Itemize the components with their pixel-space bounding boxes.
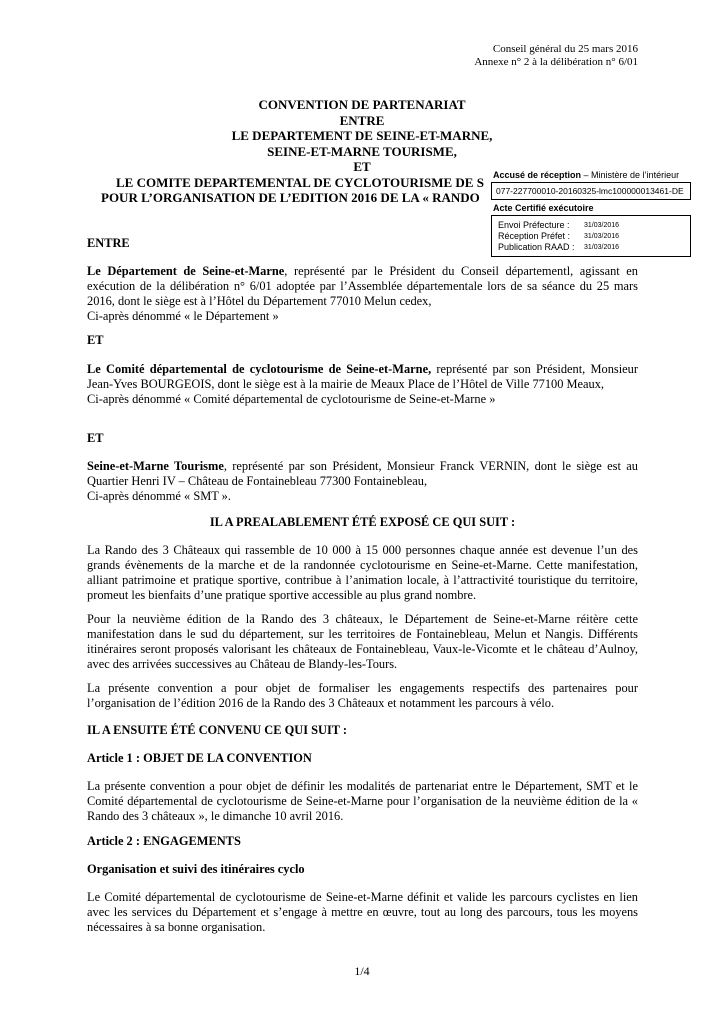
party-department <box>87 264 638 324</box>
article-2-body <box>87 890 638 935</box>
et-heading-block <box>87 333 638 348</box>
preamble-paragraph-text: La Rando des 3 Châteaux qui rassemble de 10 000 à 15 000 personnes chaque année est devenue l’un des grands évènements de la marche et de la randonnée cyclotourisme en Seine-et-Marne. Cette manifestation, alliant patrimoine et pratique sportive, contribue à l’animation locale, à l’attractivité touristique du territoire, promeut les bienfaits d’une pratique sportive accessible au plus grand nombre. <box>87 543 638 602</box>
party-comite-text <box>87 362 638 392</box>
stamp-title <box>491 170 691 181</box>
preamble-paragraph <box>87 681 638 711</box>
party-smt-name: Seine-et-Marne Tourisme <box>87 459 224 473</box>
agreement-heading: IL A ENSUITE ÉTÉ CONVENU CE QUI SUIT : <box>87 723 348 737</box>
article-2-title: Article 2 : ENGAGEMENTS <box>87 834 241 848</box>
title-line: SEINE-ET-MARNE TOURISME, <box>267 143 457 159</box>
stamp-act-id: 077-227700010-20160325-lmc100000013461-DE <box>491 182 691 200</box>
page-number: 1/4 <box>354 964 370 978</box>
party-comite-alias: Ci-après dénommé « Comité départemental de cyclotourisme de Seine-et-Marne » <box>87 392 496 406</box>
party-smt <box>87 459 638 504</box>
entre-heading-block <box>87 236 638 251</box>
party-comite-details: représenté par son Président, Monsieur Jean-Yves BOURGEOIS, dont le siège est à la mairie de Meaux Place de l’Hôtel de Ville 77100 Meaux, <box>87 362 638 391</box>
party-department-alias: Ci-après dénommé « le Département » <box>87 309 279 323</box>
preamble-paragraph <box>87 543 638 603</box>
article-1-title: Article 1 : OBJET DE LA CONVENTION <box>87 751 312 765</box>
title-line: LE DEPARTEMENT DE SEINE-ET-MARNE, <box>231 128 493 143</box>
article-1-title-block <box>87 751 638 766</box>
party-smt-alias: Ci-après dénommé « SMT ». <box>87 489 231 503</box>
council-date: Conseil général du 25 mars 2016 <box>492 43 638 55</box>
party-department-name: Le Département de Seine-et-Marne <box>87 264 285 278</box>
party-comite-name: Le Comité départemental de cyclotourisme de Seine-et-Marne, <box>87 362 432 376</box>
stamp-row-label: Publication RAAD : <box>498 242 575 252</box>
party-department-text <box>87 264 638 309</box>
agreement-heading-block <box>87 723 638 738</box>
party-smt-text <box>87 459 638 489</box>
party-comite <box>87 362 638 407</box>
stamp-title-rest: – Ministère de l’intérieur <box>581 170 680 180</box>
et-heading: ET <box>87 333 104 347</box>
article-2-subtitle-block <box>87 862 638 877</box>
preamble-paragraph-text: Pour la neuvième édition de la Rando des 3 châteaux, le Département de Seine-et-Marne réitère cette manifestation dans le sud du département, sur les territoires de Fontainebleau, Melun et Nangis. Différents itinéraires seront proposés valorisant les châteaux de Fontainebleau, Vaux-le-Vicomte et le château d’Aulnoy, avec des arrivées successives au Château de Blandy-les-Tours. <box>87 612 638 671</box>
et-heading-block <box>87 431 638 446</box>
document-reference <box>474 43 638 69</box>
article-2-text: Le Comité départemental de cyclotourisme de Seine-et-Marne définit et valide les parcours cyclistes en lien avec les services du Département et s’engage à mettre en œuvre, tout au long des parcours, tous les moyens nécessaires à sa bonne organisation. <box>87 890 638 934</box>
entre-heading: ENTRE <box>87 236 130 250</box>
stamp-row-label: Envoi Préfecture : <box>498 220 570 230</box>
stamp-row-value: 31/03/2016 <box>584 222 620 229</box>
party-department-details: , représenté par le Président du Conseil départementl, agissant en exécution de la délibération n° 6/01 adoptée par l’Assemblée départementale lors de sa séance du 25 mars 2016, dont le siège est à l’Hôtel du Département 77010 Melun cedex, <box>87 264 639 308</box>
title-line: ET <box>353 159 371 174</box>
title-line: ENTRE <box>339 112 385 128</box>
preamble-heading: IL A PREALABLEMENT ÉTÉ EXPOSÉ CE QUI SUIT : <box>209 515 516 529</box>
article-2-title-block <box>87 834 638 849</box>
preamble-paragraph <box>87 612 638 672</box>
annex-reference: Annexe n° 2 à la délibération n° 6/01 <box>474 56 638 68</box>
preamble-paragraph-text: La présente convention a pour objet de formaliser les engagements respectifs des partenaires pour l’organisation de l’édition 2016 de la Rando des 3 Châteaux et notamment les parcours à vélo. <box>87 681 638 710</box>
et-heading: ET <box>87 431 104 445</box>
stamp-row-value: 31/03/2016 <box>584 244 620 251</box>
title-line: CONVENTION DE PARTENARIAT <box>258 97 466 112</box>
article-1-body <box>87 779 638 824</box>
stamp-row-label: Réception Préfet : <box>498 231 571 241</box>
title-line: LE COMITE DEPARTEMENTAL DE CYCLOTOURISME DE S <box>116 174 484 190</box>
stamp-row <box>498 220 684 231</box>
article-1-text: La présente convention a pour objet de définir les modalités de partenariat entre le Département, SMT et le Comité départemental de cyclotourisme de Seine-et-Marne pour l’organisation de la neuvième édition de la « Rando des 3 châteaux », le dimanche 10 avril 2016. <box>87 779 638 823</box>
preamble-heading-block <box>87 515 638 530</box>
article-2-subtitle: Organisation et suivi des itinéraires cyclo <box>87 862 305 876</box>
stamp-row-value: 31/03/2016 <box>584 233 620 240</box>
party-smt-details: , représenté par son Président, Monsieur Franck VERNIN, dont le siège est au Quartier Henri IV – Château de Fontainebleau 77300 Fontainebleau, <box>87 459 638 488</box>
stamp-certified: Acte Certifié exécutoire <box>491 200 691 215</box>
stamp-title-bold: Accusé de réception <box>493 170 582 180</box>
title-line: POUR L’ORGANISATION DE L’EDITION 2016 DE LA « RANDO <box>101 190 480 205</box>
